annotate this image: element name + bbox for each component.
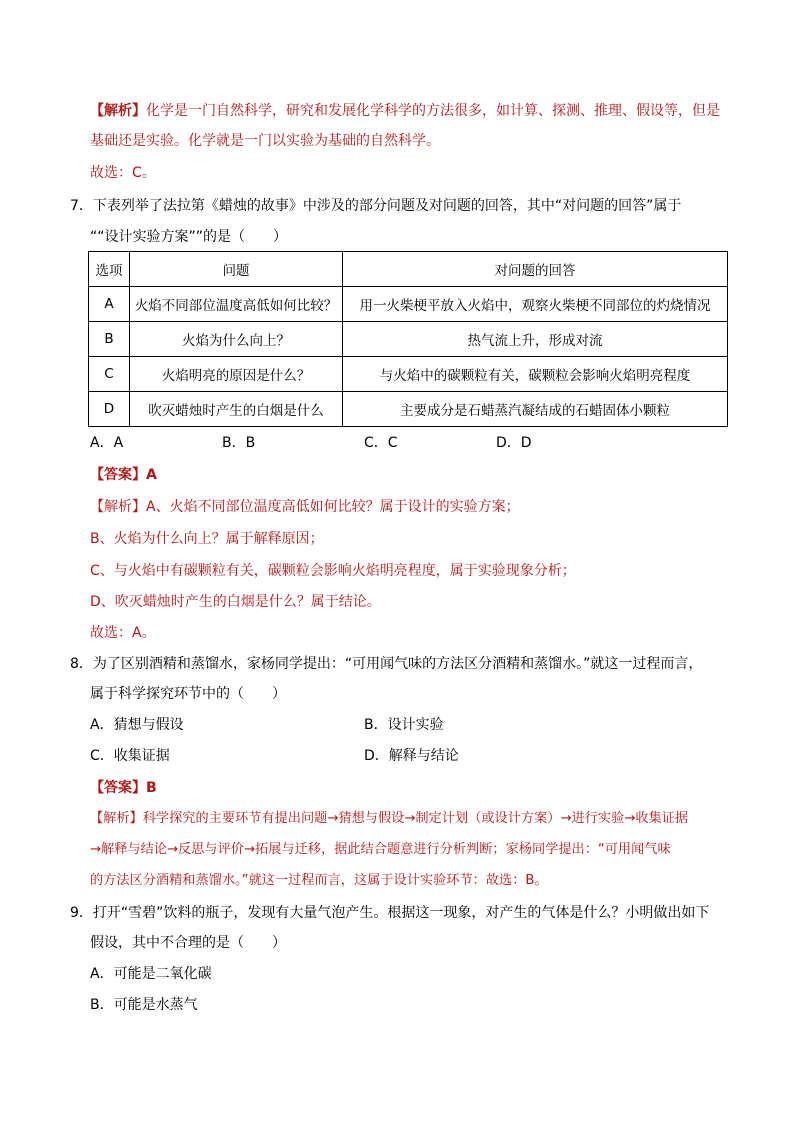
table-row	[89, 287, 728, 322]
table-header-cell: 对问题的回答	[343, 252, 728, 287]
q7-choice-a: A．A	[90, 435, 124, 451]
q8-analysis-line3: 的方法区分酒精和蒸馏水。”就这一过程而言，这属于设计实验环节：故选：B。	[90, 873, 548, 888]
q7-options-table	[88, 251, 728, 427]
table-cell: B	[89, 322, 130, 357]
q8-choice-d: D．解释与结论	[364, 748, 459, 764]
q8-analysis-line2: →解释与结论→反思与评价→拓展与迁移，据此结合题意进行分析判断；家杨同学提出：“可用闻气味	[90, 842, 671, 857]
table-row	[89, 322, 728, 357]
q7-analysis-line3: C、与火焰中有碳颗粒有关，碳颗粒会影响火焰明亮程度，属于实验现象分析；	[90, 563, 576, 579]
table-cell: D	[89, 392, 130, 427]
q9-choice-b: B．可能是水蒸气	[90, 997, 198, 1013]
table-cell: 火焰为什么向上？	[130, 322, 343, 357]
table-cell: 用一火柴梗平放入火焰中，观察火柴梗不同部位的灼烧情况	[343, 287, 728, 322]
table-row	[89, 357, 728, 392]
q9-stem-line2: 假设，其中不合理的是（ ）	[90, 935, 286, 951]
q7-conclusion: 故选：A。	[90, 625, 156, 641]
table-cell: 火焰不同部位温度高低如何比较？	[130, 287, 343, 322]
q6-analysis-line2: 基础还是实验。化学就是一门以实验为基础的自然科学。	[90, 133, 440, 149]
q8-choice-a: A．猜想与假设	[90, 717, 184, 733]
table-cell: 吹灭蜡烛时产生的白烟是什么	[130, 392, 343, 427]
table-cell: 火焰明亮的原因是什么？	[130, 357, 343, 392]
q8-stem-line1: 8．为了区别酒精和蒸馏水，家杨同学提出：“可用闻气味的方法区分酒精和蒸馏水。”就这一过程而言，	[70, 656, 703, 672]
analysis-tag: 【解析】	[90, 103, 146, 119]
table-header-cell: 选项	[89, 252, 130, 287]
q8-answer: 【答案】B	[90, 780, 157, 796]
q7-answer: 【答案】A	[90, 467, 157, 483]
q6-analysis-line1: 【解析】化学是一门自然科学，研究和发展化学科学的方法很多，如计算、探测、推理、假设等，但是	[90, 103, 720, 119]
q8-stem-line2: 属于科学探究环节中的（ ）	[90, 686, 286, 702]
table-cell: C	[89, 357, 130, 392]
table-cell: 主要成分是石蜡蒸汽凝结成的石蜡固体小颗粒	[343, 392, 728, 427]
q7-stem-line2: ““设计实验方案””的是（ ）	[90, 229, 288, 245]
q6-conclusion: 故选：C。	[90, 165, 156, 181]
q7-choice-c: C．C	[364, 435, 398, 451]
q7-stem-line1: 7．下表列举了法拉第《蜡烛的故事》中涉及的部分问题及对问题的回答，其中“对问题的回答”属于	[70, 198, 682, 214]
q9-stem-line1: 9．打开“雪碧”饮料的瓶子，发现有大量气泡产生。根据这一现象，对产生的气体是什么？小明做出如下	[70, 905, 710, 921]
q7-choice-b: B．B	[222, 435, 256, 451]
table-cell: 与火焰中的碳颗粒有关，碳颗粒会影响火焰明亮程度	[343, 357, 728, 392]
table-row	[89, 392, 728, 427]
q7-analysis-line1: 【解析】A、火焰不同部位温度高低如何比较？属于设计的实验方案；	[90, 499, 520, 515]
table-header-row	[89, 252, 728, 287]
table-cell: 热气流上升，形成对流	[343, 322, 728, 357]
table-header-cell: 问题	[130, 252, 343, 287]
q9-choice-a: A．可能是二氧化碳	[90, 966, 212, 982]
q7-analysis-line4: D、吹灭蜡烛时产生的白烟是什么？属于结论。	[90, 594, 381, 610]
q8-choice-b: B．设计实验	[364, 717, 444, 733]
table-cell: A	[89, 287, 130, 322]
q8-choice-c: C．收集证据	[90, 748, 170, 764]
q8-analysis-line1: 【解析】科学探究的主要环节有提出问题→猜想与假设→制定计划（或设计方案）→进行实验→收集证据	[90, 811, 689, 826]
q7-analysis-line2: B、火焰为什么向上？属于解释原因；	[90, 531, 324, 547]
q7-choice-d: D．D	[496, 435, 532, 451]
